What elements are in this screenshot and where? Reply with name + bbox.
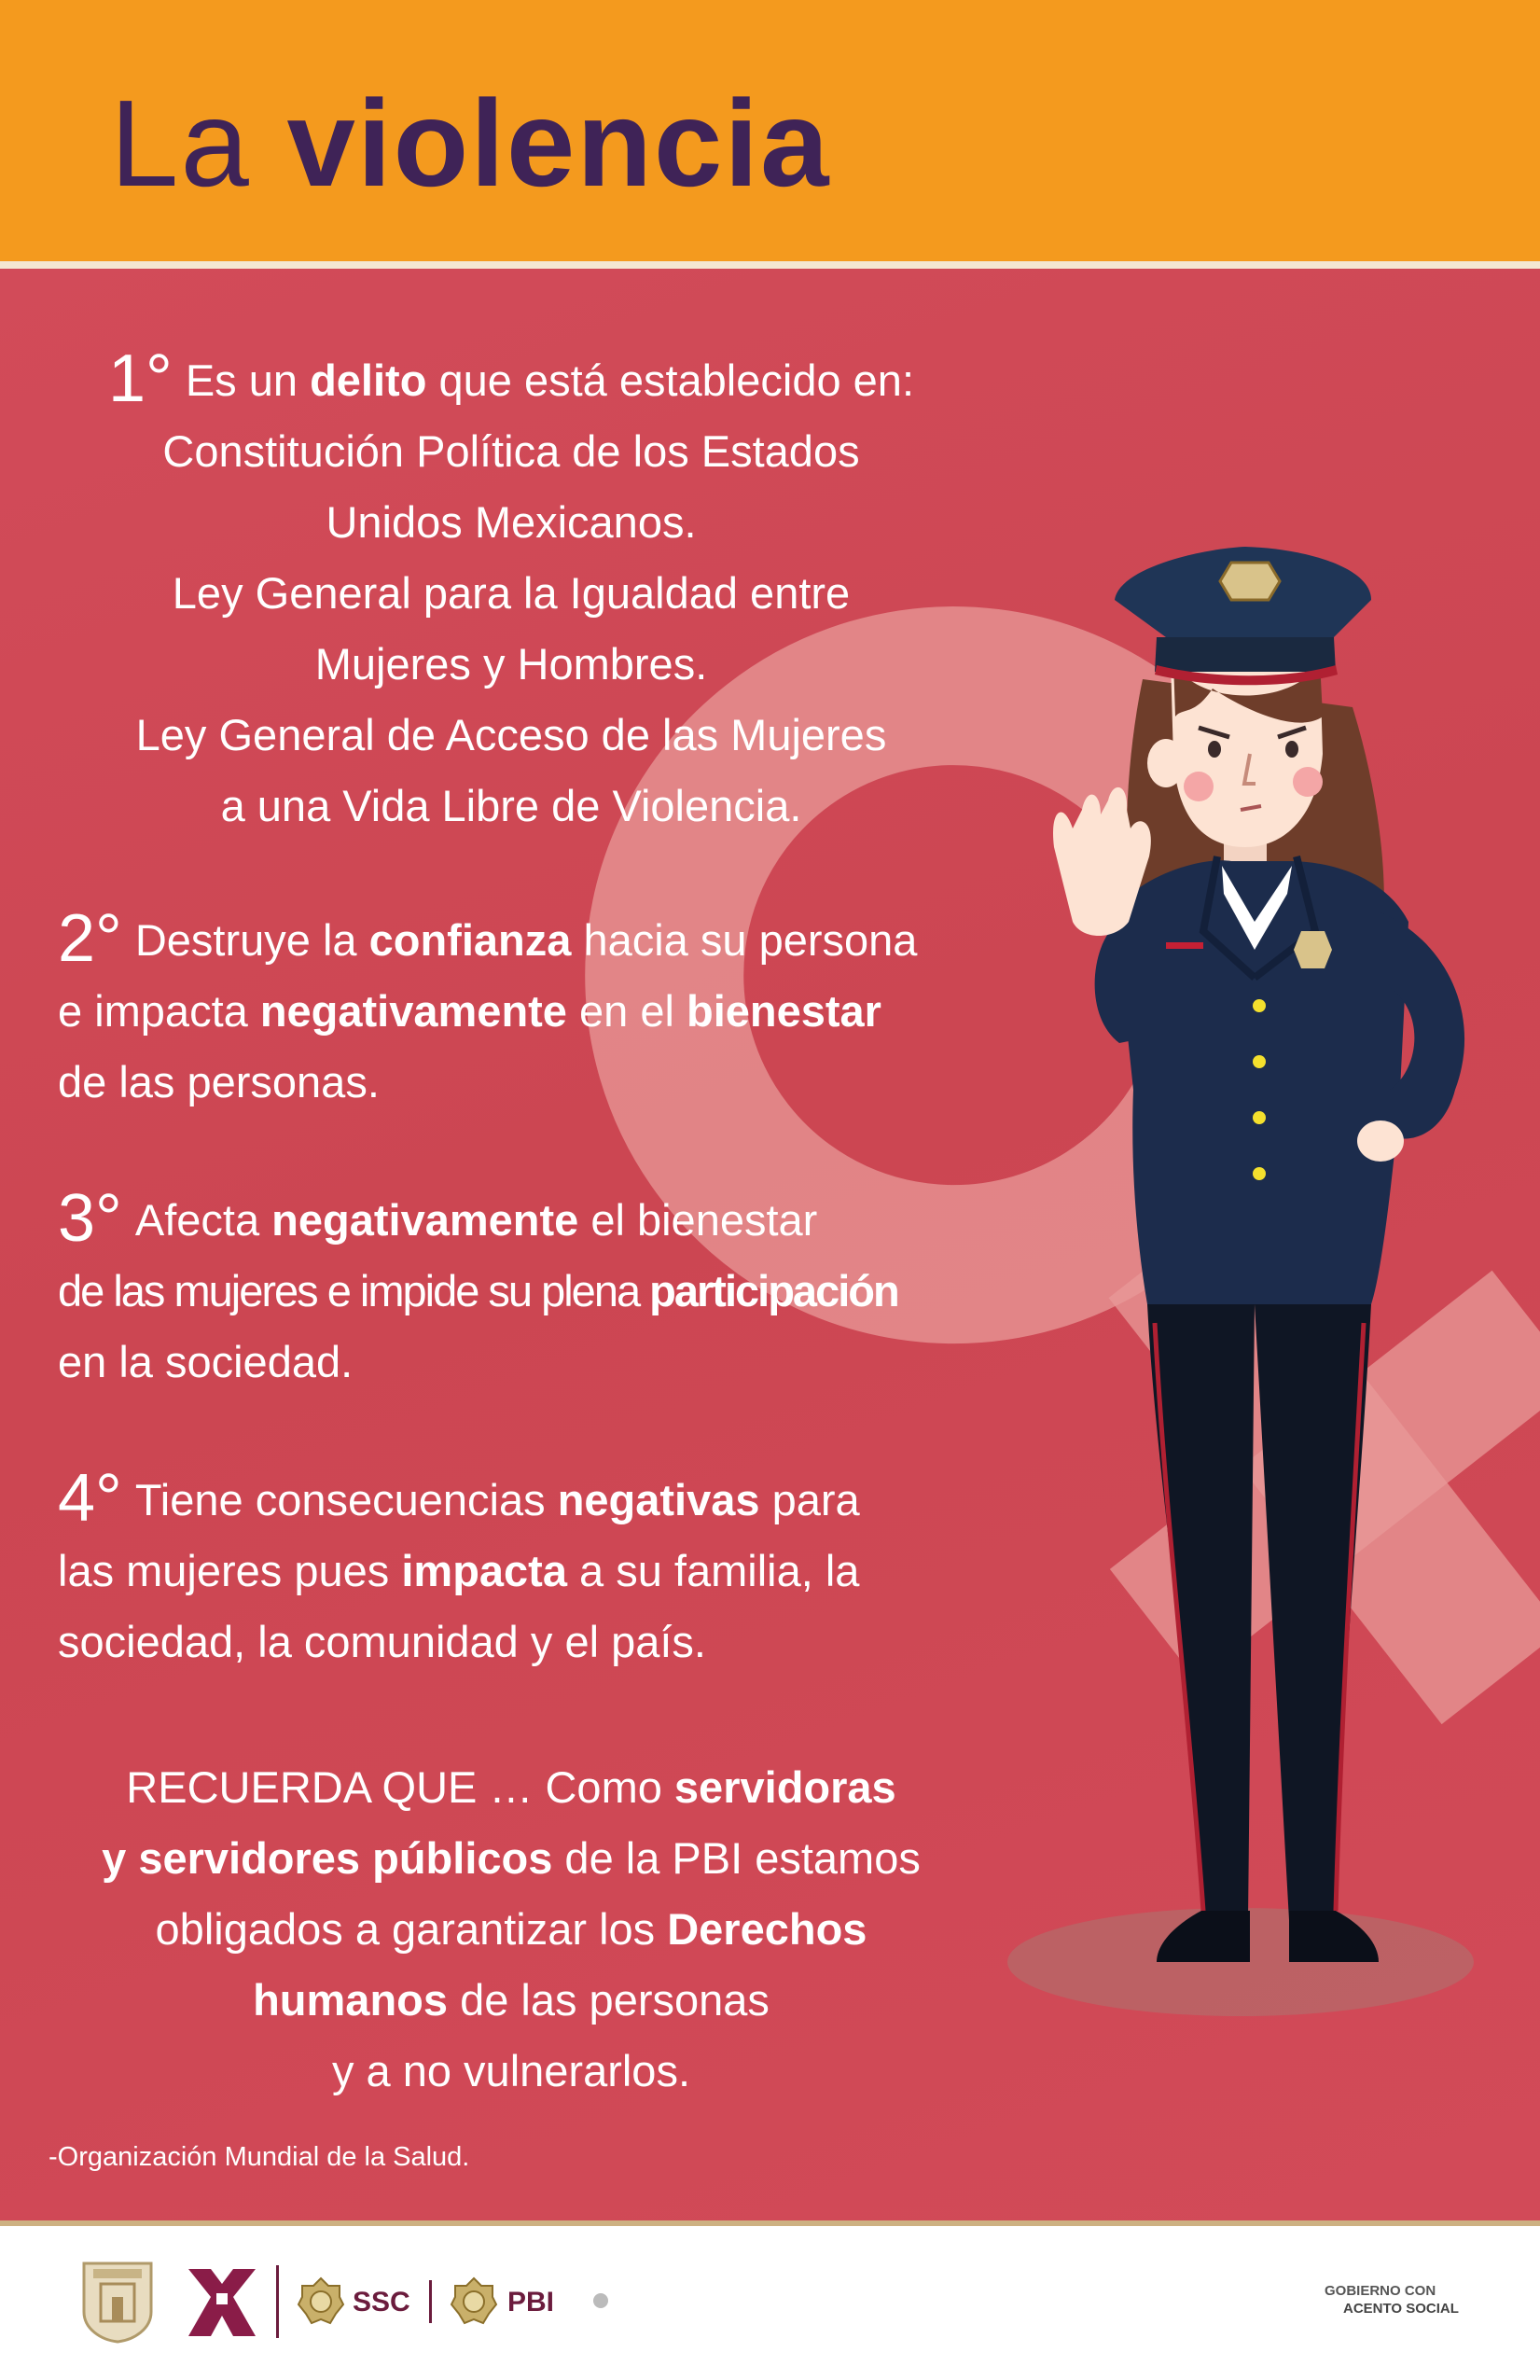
point-4-line-3: sociedad, la comunidad y el país. — [58, 1617, 706, 1666]
point-1-line-3: Unidos Mexicanos. — [326, 497, 697, 547]
point-3-line-1: 3° Afecta negativamente el bienestar — [58, 1181, 818, 1256]
reminder-line-2: y servidores públicos de la PBI estamos — [102, 1833, 921, 1883]
point-1-line-7: a una Vida Libre de Violencia. — [220, 781, 802, 830]
page-title — [110, 75, 831, 212]
point-4-line-2: las mujeres pues impacta a su familia, la — [58, 1546, 860, 1595]
gobierno-line-2: ACENTO SOCIAL — [1343, 2301, 1459, 2317]
header-divider — [0, 261, 1540, 269]
footer-divider — [0, 2220, 1540, 2226]
point-3-number: 3° — [58, 1181, 122, 1256]
cdmx-logo-icon — [179, 2260, 265, 2345]
source-citation: -Organización Mundial de la Salud. — [49, 2142, 470, 2172]
point-4-number: 4° — [58, 1461, 122, 1536]
title-light: La — [110, 75, 251, 212]
pbi-label: PBI — [507, 2287, 555, 2317]
point-1-line-1: 1° Es un delito que está establecido en: — [107, 341, 915, 416]
gobierno-line-1: GOBIERNO CON — [1325, 2283, 1436, 2299]
point-1 — [54, 343, 968, 842]
point-1-line-2: Constitución Política de los Estados — [162, 426, 860, 476]
cdmx-coat-of-arms-icon — [80, 2256, 155, 2344]
ssc-label: SSC — [353, 2287, 410, 2317]
main-panel — [0, 269, 1540, 2220]
footer-separator — [276, 2265, 279, 2338]
point-3-line-3: en la sociedad. — [58, 1337, 354, 1386]
title-bold: violencia — [286, 75, 831, 212]
point-1-number: 1° — [107, 341, 173, 416]
reminder-line-3: obligados a garantizar los Derechos — [155, 1904, 867, 1954]
point-2-line-3: de las personas. — [58, 1057, 380, 1106]
pbi-badge-icon — [450, 2276, 498, 2325]
reminder-line-1: RECUERDA QUE … Como servidoras — [126, 1762, 896, 1812]
point-2-number: 2° — [58, 901, 122, 976]
reminder-line-4: humanos de las personas — [253, 1975, 770, 2025]
footer-separator-2 — [429, 2280, 432, 2323]
point-4-line-1: 4° Tiene consecuencias negativas para — [58, 1461, 860, 1536]
ssc-badge-icon — [297, 2276, 345, 2325]
point-2-line-1: 2° Destruye la confianza hacia su persona — [58, 901, 918, 976]
reminder-line-5: y a no vulnerarlos. — [331, 2046, 691, 2095]
small-seal-icon — [593, 2293, 608, 2308]
point-2-line-2: e impacta negativamente en el bienestar — [58, 986, 881, 1036]
point-4 — [58, 1463, 963, 1677]
point-1-line-4: Ley General para la Igualdad entre — [172, 568, 851, 618]
point-3 — [58, 1183, 963, 1398]
point-3-line-2: de las mujeres e impide su plena participación — [58, 1266, 898, 1315]
reminder-block — [54, 1752, 968, 2107]
point-1-line-6: Ley General de Acceso de las Mujeres — [135, 710, 887, 759]
point-2 — [58, 903, 963, 1118]
point-1-line-5: Mujeres y Hombres. — [314, 639, 708, 689]
